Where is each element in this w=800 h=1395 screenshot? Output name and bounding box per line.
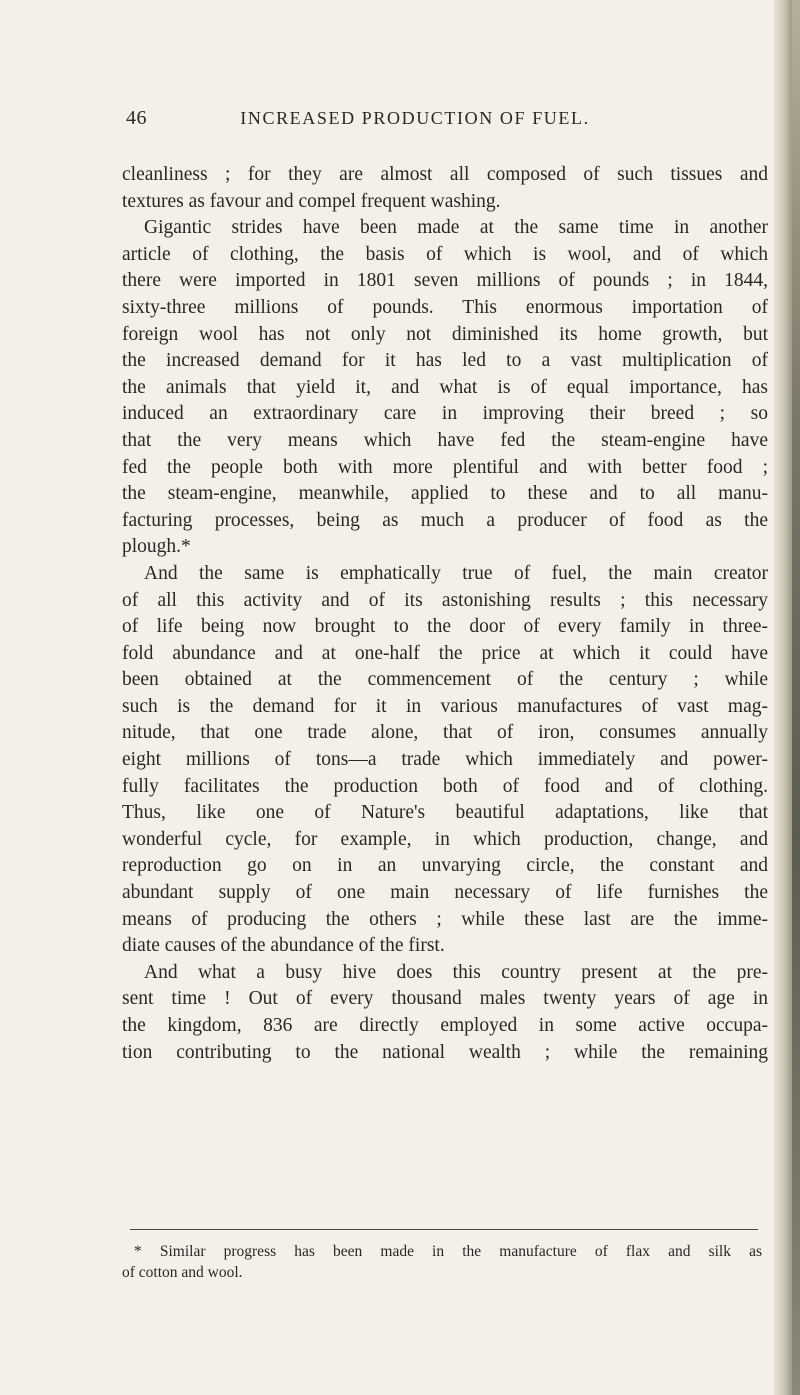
- text-line: plough.*: [122, 536, 191, 558]
- text-line: And the same is emphatically true of fuel, the main creator: [144, 562, 768, 584]
- text-line: of all this activity and of its astonishing results ; this necessary: [122, 589, 768, 611]
- footnote-line: * Similar progress has been made in the manufacture of flax and silk as: [134, 1243, 762, 1260]
- page-number: 46: [126, 107, 147, 129]
- text-line: sent time ! Out of every thousand males twenty years of age in: [122, 988, 768, 1010]
- text-line: reproduction go on in an unvarying circle, the constant and: [122, 855, 768, 877]
- text-line: cleanliness ; for they are almost all composed of such tissues and: [122, 164, 768, 185]
- footnote: [122, 1241, 762, 1283]
- page-header: [0, 107, 800, 137]
- text-line: the increased demand for it has led to a vast multiplication of: [122, 350, 768, 372]
- text-line: nitude, that one trade alone, that of iron, consumes annually: [122, 722, 768, 744]
- running-title: INCREASED PRODUCTION OF FUEL.: [240, 108, 590, 128]
- text-line: tion contributing to the national wealth ; while the remaining: [122, 1041, 768, 1063]
- text-line: the kingdom, 836 are directly employed in some active occupa-: [122, 1015, 768, 1036]
- footnote-rule: [130, 1229, 758, 1230]
- text-line: induced an extraordinary care in improving their breed ; so: [122, 403, 768, 425]
- text-line: that the very means which have fed the steam-engine have: [122, 429, 768, 451]
- text-line: eight millions of tons—a trade which immediately and power-: [122, 749, 768, 771]
- text-line: fed the people both with more plentiful and with better food ;: [122, 456, 768, 478]
- text-line: article of clothing, the basis of which is wool, and of which: [122, 243, 768, 265]
- footnote-line: of cotton and wool.: [122, 1264, 243, 1281]
- text-line: Gigantic strides have been made at the same time in another: [144, 217, 768, 239]
- text-line: such is the demand for it in various manufactures of vast mag-: [122, 695, 768, 717]
- text-line: Thus, like one of Nature's beautiful adaptations, like that: [122, 802, 768, 824]
- body-text: [122, 162, 768, 1066]
- text-line: sixty-three millions of pounds. This enormous importation of: [122, 296, 768, 318]
- text-line: fully facilitates the production both of food and of clothing.: [122, 775, 768, 797]
- text-line: the animals that yield it, and what is of equal importance, has: [122, 376, 768, 398]
- text-line: means of producing the others ; while these last are the imme-: [122, 908, 768, 930]
- text-line: textures as favour and compel frequent washing.: [122, 190, 501, 212]
- text-line: fold abundance and at one-half the price at which it could have: [122, 642, 768, 664]
- text-line: wonderful cycle, for example, in which production, change, and: [122, 828, 768, 850]
- text-line: facturing processes, being as much a producer of food as the: [122, 509, 768, 531]
- text-line: the steam-engine, meanwhile, applied to these and to all manu-: [122, 483, 768, 505]
- text-line: diate causes of the abundance of the first.: [122, 935, 445, 957]
- text-line: been obtained at the commencement of the century ; while: [122, 669, 768, 691]
- text-line: of life being now brought to the door of every family in three-: [122, 616, 768, 638]
- text-line: there were imported in 1801 seven millions of pounds ; in 1844,: [122, 270, 768, 292]
- text-line: And what a busy hive does this country present at the pre-: [144, 961, 768, 983]
- text-line: foreign wool has not only not diminished its home growth, but: [122, 323, 768, 345]
- text-line: abundant supply of one main necessary of life furnishes the: [122, 882, 768, 904]
- page-edge-strip: [792, 0, 800, 1395]
